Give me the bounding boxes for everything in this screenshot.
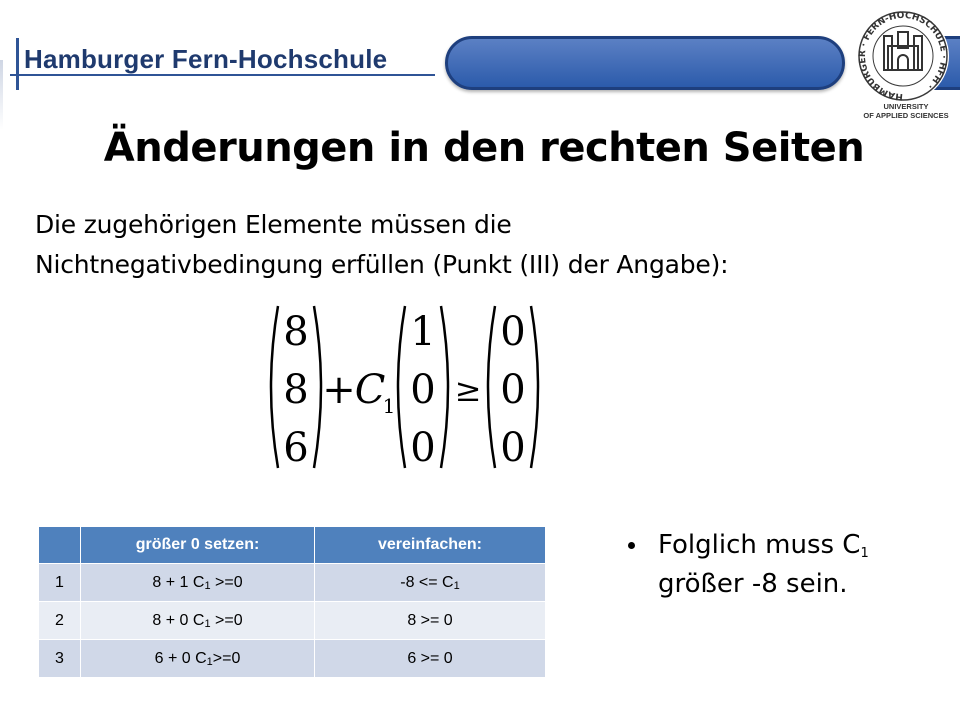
vector-c-2: 0 bbox=[500, 367, 526, 413]
slide-title: Änderungen in den rechten Seiten bbox=[103, 125, 865, 171]
slide-header bbox=[0, 0, 960, 130]
coefficient-c: C bbox=[354, 367, 386, 413]
bullet-dot-icon bbox=[628, 542, 635, 549]
coefficient-subscript: 1 bbox=[382, 394, 396, 418]
vector-a-2: 8 bbox=[283, 367, 309, 413]
row-index: 3 bbox=[39, 640, 81, 678]
table-header-set: größer 0 setzen: bbox=[81, 527, 315, 564]
conclusion-bullet bbox=[628, 530, 948, 599]
bracket-b-left bbox=[398, 306, 405, 468]
vector-b-1: 1 bbox=[410, 309, 436, 355]
bullet-line-1: Folglich muss $C_1$ bbox=[658, 530, 869, 561]
vector-brackets bbox=[271, 306, 538, 468]
logo-text: Hamburger Fern-Hochschule bbox=[24, 44, 388, 74]
bullet-line-2: größer -8 sein. bbox=[658, 569, 848, 599]
row-set-cell: 8 + 1 $C_1 >=0$ bbox=[81, 564, 315, 602]
seal-subtitle-line2: OF APPLIED SCIENCES bbox=[863, 111, 949, 120]
row-set-cell: 8 + 0 $C_1 >=0$ bbox=[81, 602, 315, 640]
vector-b-2: 0 bbox=[410, 367, 436, 413]
bracket-b-right bbox=[441, 306, 448, 468]
row-simplify-cell: 8 >= 0 bbox=[315, 602, 546, 640]
row-index: 1 bbox=[39, 564, 81, 602]
seal-subtitle bbox=[856, 102, 956, 120]
university-logo bbox=[0, 38, 440, 94]
table-row bbox=[39, 640, 546, 678]
plus-operator: + bbox=[322, 367, 356, 413]
greater-equal-sign: ≥ bbox=[454, 371, 482, 409]
constraint-table bbox=[38, 526, 546, 678]
seal-subtitle-line1: UNIVERSITY bbox=[883, 102, 929, 111]
row-index: 2 bbox=[39, 602, 81, 640]
table-header-row bbox=[39, 527, 546, 564]
intro-line-1: Die zugehörigen Elemente müssen die bbox=[35, 210, 512, 239]
bracket-c-left bbox=[488, 306, 495, 468]
intro-line-2: Nichtnegativbedingung erfüllen (Punkt (III) der Angabe): bbox=[35, 250, 729, 279]
left-edge-shade bbox=[0, 60, 3, 130]
vector-c-1: 0 bbox=[500, 309, 526, 355]
vector-a-1: 8 bbox=[283, 309, 309, 355]
university-seal-icon bbox=[848, 10, 958, 105]
bullet-text bbox=[658, 530, 948, 599]
bracket-c-right bbox=[531, 306, 538, 468]
vector-c-3: 0 bbox=[500, 425, 526, 471]
logo-vertical-rule bbox=[16, 38, 19, 90]
header-blue-bar bbox=[445, 36, 845, 90]
row-set-cell: 6 + 0 $C_1>=0$ bbox=[81, 640, 315, 678]
row-simplify-cell: 6 >= 0 bbox=[315, 640, 546, 678]
vector-b-3: 0 bbox=[410, 425, 436, 471]
table-header-index bbox=[39, 527, 81, 564]
table-row bbox=[39, 602, 546, 640]
row-simplify-cell: $-8 <= C_1$ bbox=[315, 564, 546, 602]
bracket-a-left bbox=[271, 306, 278, 468]
inequality-equation bbox=[260, 300, 560, 475]
bracket-a-right bbox=[314, 306, 321, 468]
table-header-simplify: vereinfachen: bbox=[315, 527, 546, 564]
logo-horizontal-rule bbox=[10, 74, 435, 76]
vector-a-3: 6 bbox=[283, 425, 309, 471]
seal-ring-text: HAMBURGER · FERN-HOCHSCHULE · HFH · bbox=[857, 10, 949, 102]
intro-text bbox=[35, 205, 935, 285]
table-row bbox=[39, 564, 546, 602]
